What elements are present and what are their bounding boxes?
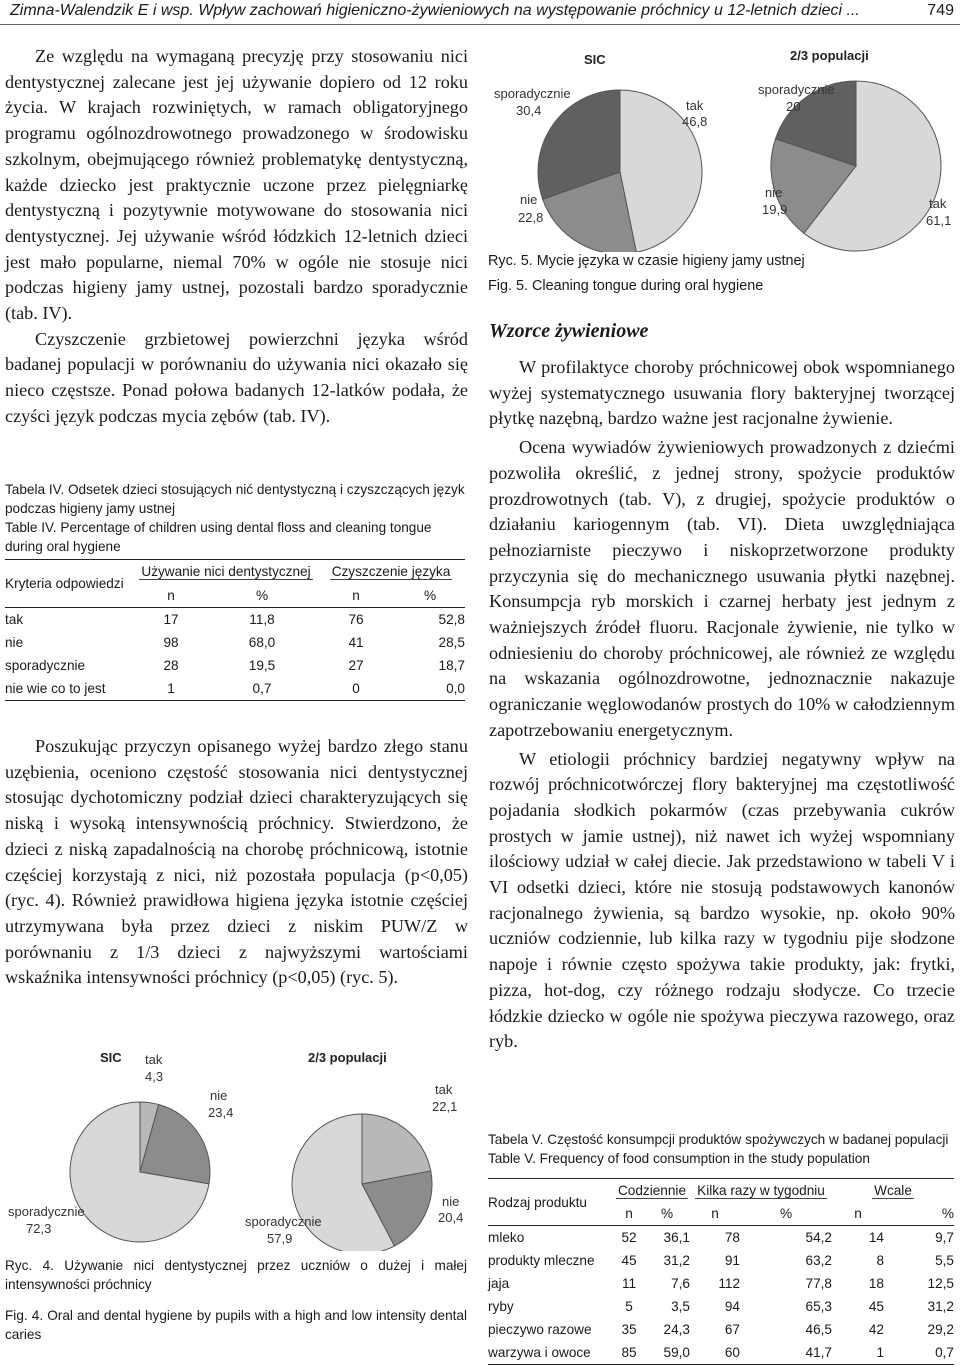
table5-cell-label: warzywa i owoce xyxy=(488,1345,591,1360)
right-paragraph-3: W etiologii próchnicy bardziej negatywny wpływ na rozwój próchnicotwórczej flory bakteryjnej ma częstotliwość pojadania słodkich pokarmów (czas przebywania cukrów prostych w jamie ustnej), niż nawet ich wyżej wspomniany ilościowy udział w całej diecie. Jak przedstawiono w tabeli V i VI odsetki dzieci, które nie stosują podstawowych kanonów racjonalnego żywienia, są bardzo wysokie, np. około 90% uczniów codziennie, lub kilka razy w tygodniu pije słodzone napoje i równie często spożywa takie produkty, jak: frytki, pizza, hot-dog, czy różnego rodzaju słodycze. Co trzecie łódzkie dziecko w ogóle nie spożywa pieczywa razowego, oraz ryb. xyxy=(489,748,955,1052)
table5-cell: 77,8 xyxy=(805,1276,832,1291)
fig5-pie2-spor-label: sporadycznie xyxy=(758,82,835,97)
table5-sub-p2: % xyxy=(779,1206,793,1221)
fig5-chart xyxy=(488,42,960,252)
fig4-pie1-tak-label: tak xyxy=(145,1052,163,1067)
fig5-pie1-nie-value: 22,8 xyxy=(518,210,544,225)
table4-cell: 19,5 xyxy=(248,658,276,673)
table5-cell: 45 xyxy=(621,1253,637,1268)
table5-cell: 31,2 xyxy=(927,1299,954,1314)
fig5-pie-23 xyxy=(758,48,951,251)
table5-sub-n1: n xyxy=(625,1206,633,1221)
table-row xyxy=(5,631,465,654)
fig5-pie1-tak-label: tak xyxy=(686,98,704,113)
left-paragraph-1: Ze względu na wymaganą precyzję przy stosowaniu nici dentystycznej zalecane jest jej używanie dopiero od 12 roku życia. W krajach rozwiniętych, w ramach obligatoryjnego programu ogólnozdrowotnego prowadzonego w środowisku szkolnym, obejmującego również problematykę dentystyczną, każde dziecko jest praktycznie uczone przez pielęgniarkę dentystyczną i pozytywnie motywowane do stosowania nici dentystycznej. Jej używanie wśród łódzkich 12-letnich dzieci jest mało popularne, niemal 70% w ogóle nie stosuje nici podczas higieny jamy ustnej, pozostali bardzo sporadycznie (tab. IV). xyxy=(5,46,468,324)
table4-cell: 76 xyxy=(348,612,364,627)
table5-grid xyxy=(488,1179,954,1364)
table5-cell: 63,2 xyxy=(805,1253,832,1268)
fig4-pie1-spor-label: sporadycznie xyxy=(8,1204,85,1219)
table4-caption xyxy=(5,480,465,556)
fig5-pie2-title: 2/3 populacji xyxy=(790,48,869,63)
running-title: Zimna-Walendzik E i wsp. Wpływ zachowań higieniczno-żywieniowych na występowanie próchnicy u 12-letnich dzieci ... xyxy=(10,2,860,19)
right-text xyxy=(489,355,955,1055)
table4-cell: 28 xyxy=(163,658,179,673)
fig5-pie1-spor-label: sporadycznie xyxy=(494,86,571,101)
fig4-chart xyxy=(0,1036,470,1251)
table5-cell-label: ryby xyxy=(488,1299,514,1314)
table4-cell: 1 xyxy=(167,681,175,696)
fig5-pie2-tak-label: tak xyxy=(929,196,947,211)
fig4-pie2-spor-label: sporadycznie xyxy=(245,1214,322,1229)
table5-cell: 59,0 xyxy=(663,1345,690,1360)
table4-cell: 0,0 xyxy=(446,681,465,696)
table5-row-header: Rodzaj produktu xyxy=(488,1194,587,1210)
table4-cell: 52,8 xyxy=(438,612,465,627)
header-rule xyxy=(0,24,960,25)
table5-cell: 41,7 xyxy=(805,1345,832,1360)
table5-cell: 94 xyxy=(724,1299,740,1314)
right-paragraph-1: W profilaktyce choroby próchnicowej obok wspomnianego wyżej systematycznego usuwania flory bakteryjnej tworzącej płytkę nazębną, bardzo ważne jest racjonalne żywienie. xyxy=(489,357,955,429)
table5-cell: 9,7 xyxy=(935,1230,954,1245)
table5-group1: Codziennie xyxy=(617,1182,686,1198)
table5-cell: 85 xyxy=(621,1345,637,1360)
fig5-pie-sic xyxy=(494,52,707,252)
section-title: Wzorce żywieniowe xyxy=(489,320,649,342)
fig4-pie1-title: SIC xyxy=(100,1050,122,1065)
table5-cell: 7,6 xyxy=(671,1276,690,1291)
fig5-pie2-spor-value: 20 xyxy=(786,99,801,114)
table5-cell-label: pieczywo razowe xyxy=(488,1322,592,1337)
table-row xyxy=(488,1341,954,1364)
fig5-caption-en: Fig. 5. Cleaning tongue during oral hygiene xyxy=(488,278,764,294)
fig5-pie1-tak-value: 46,8 xyxy=(682,114,708,129)
table5-sub-p1: % xyxy=(660,1206,674,1221)
table-row xyxy=(488,1295,954,1318)
fig5-pie2-tak-value: 61,1 xyxy=(926,213,952,228)
table4-sub-p1: % xyxy=(255,588,269,603)
table4-group2: Czyszczenie języka xyxy=(331,564,451,579)
table4-cell: 18,7 xyxy=(438,658,465,673)
table5-cell-label: produkty mleczne xyxy=(488,1253,595,1268)
table4-cell: 0 xyxy=(352,681,360,696)
table4-cell: 0,7 xyxy=(252,681,272,696)
table5-cell: 31,2 xyxy=(663,1253,690,1268)
table5-caption-pl: Tabela V. Częstość konsumpcji produktów spożywczych w badanej populacji xyxy=(488,1132,949,1147)
fig5-pie2-nie-value: 19,9 xyxy=(762,202,788,217)
fig4-pie-23 xyxy=(245,1050,463,1251)
table4-cell-label: tak xyxy=(5,612,24,627)
fig5-caption xyxy=(488,252,948,296)
table5-cell: 29,2 xyxy=(927,1322,954,1337)
table5-cell: 46,5 xyxy=(805,1322,832,1337)
table5-cell-label: mleko xyxy=(488,1230,525,1245)
table-row xyxy=(5,654,465,677)
table5-cell: 1 xyxy=(876,1345,884,1360)
table-row xyxy=(488,1226,954,1249)
table-row xyxy=(5,608,465,631)
table-row xyxy=(488,1318,954,1341)
table4-cell: 41 xyxy=(348,635,364,650)
table5-cell: 36,1 xyxy=(663,1230,690,1245)
table4-cell: 11,8 xyxy=(249,612,275,627)
table5-sub-n3: n xyxy=(854,1206,862,1221)
table4-cell: 27 xyxy=(348,658,364,673)
fig4-pie1-spor-value: 72,3 xyxy=(26,1221,52,1236)
table5-cell: 5,5 xyxy=(935,1253,954,1268)
table4-caption-en: Table IV. Percentage of children using dental floss and cleaning tongue during oral hygiene xyxy=(5,520,432,554)
table5-cell: 5 xyxy=(625,1299,633,1314)
table5-group2: Kilka razy w tygodniu xyxy=(697,1182,825,1198)
fig4-pie1-nie-value: 23,4 xyxy=(208,1105,234,1120)
table5-group3: Wcale xyxy=(874,1182,912,1198)
table5-cell: 67 xyxy=(724,1322,740,1337)
left-paragraph-2: Czyszczenie grzbietowej powierzchni języka wśród badanej populacji w porównaniu do używania nici okazało się nieco częstsze. Ponad połowa badanych 12-latków podała, że czyści język podczas mycia zębów (tab. IV). xyxy=(5,328,468,426)
table5-cell: 91 xyxy=(724,1253,740,1268)
table5-cell: 3,5 xyxy=(671,1299,690,1314)
fig5-caption-pl: Ryc. 5. Mycie języka w czasie higieny jamy ustnej xyxy=(488,253,805,269)
fig4-pie1-tak-value: 4,3 xyxy=(145,1069,164,1084)
fig4-pie2-nie-label: nie xyxy=(442,1194,460,1209)
table5-cell: 42 xyxy=(868,1322,884,1337)
fig4-pie-sic xyxy=(8,1050,233,1242)
table5-cell: 0,7 xyxy=(935,1345,954,1360)
left-paragraph-3: Poszukując przyczyn opisanego wyżej bardzo złego stanu uzębienia, oceniono częstość stosowania nici dentystycznej stosując dychotomiczny podział dzieci charakteryzujących się niską i wysoką intensywnością próchnicy. Stwierdzono, że dzieci z niską zapadalnością na chorobę próchnicową, istotnie częściej korzystają z nici, niż pozostała populacja (p<0,05) (ryc. 4). Również prawidłowa higiena języka istotnie częściej utrzymywana była przez dzieci z niskim PUW/Z w porównaniu z 1/3 dzieci z najwyższymi wartościami wskaźnika intensywności próchnicy (p<0,05) (ryc. 5). xyxy=(5,736,468,988)
table4-sub-n2: n xyxy=(352,588,360,603)
table-row xyxy=(488,1272,954,1295)
fig4-pie2-tak-label: tak xyxy=(435,1082,453,1097)
fig5-pie1-nie-label: nie xyxy=(520,192,538,207)
table5-cell: 35 xyxy=(621,1322,637,1337)
table5-cell: 18 xyxy=(868,1276,884,1291)
fig4-pie1-nie-label: nie xyxy=(210,1088,228,1103)
table4 xyxy=(5,559,465,701)
table4-cell: 68,0 xyxy=(248,635,276,650)
table5-cell-label: jaja xyxy=(488,1276,510,1291)
table4-sub-p2: % xyxy=(423,588,437,603)
table4-caption-pl: Tabela IV. Odsetek dzieci stosujących nić dentystyczną i czyszczących język podczas higieny jamy ustnej xyxy=(5,482,465,516)
table5-cell: 54,2 xyxy=(805,1230,832,1245)
table5-cell: 65,3 xyxy=(805,1299,832,1314)
table5-cell: 8 xyxy=(876,1253,884,1268)
running-header xyxy=(10,2,954,20)
table5-cell: 52 xyxy=(621,1230,637,1245)
table-row xyxy=(5,677,465,700)
table5-sub-p3: % xyxy=(941,1206,954,1221)
right-paragraph-2: Ocena wywiadów żywieniowych prowadzonych z dziećmi pozwoliła określić, z jednej strony, spożycie produktów prozdrowotnych (tab. V), z drugiej, spożycie produktów o działaniu kariogennym (tab. VI). Dieta uwzględniająca pełnoziarniste pieczywo i niskoprzetworzone produkty przyczynia się do mechanicznego usuwania płytki nazębnej. Konsumpcja ryb morskich i czarnej herbaty jest jednym z ważniejszych źródeł fluoru. Racjonale żywienie, nie tylko w odniesieniu do choroby próchnicowej, ale również ze względu na wskazania ogólnozdrowotne, jednoznacznie nakazuje ograniczanie węglowodanów prostych do 10% w całodziennym zapotrzebowaniu energetycznym. xyxy=(489,437,955,740)
table5-sub-n2: n xyxy=(711,1206,719,1221)
table5-cell: 14 xyxy=(868,1230,884,1245)
fig5-pie1-title: SIC xyxy=(584,52,606,67)
table5 xyxy=(488,1178,954,1365)
table5-cell: 24,3 xyxy=(663,1322,690,1337)
table5-cell: 12,5 xyxy=(927,1276,954,1291)
fig4-caption-pl: Ryc. 4. Używanie nici dentystycznej przez uczniów o dużej i małej intensywności próchnicy xyxy=(5,1258,467,1292)
page-number: 749 xyxy=(927,2,954,19)
fig5-pie1-spor-value: 30,4 xyxy=(516,103,542,118)
table4-row-header: Kryteria odpowiedzi xyxy=(5,576,124,591)
table-row xyxy=(488,1249,954,1272)
fig4-pie2-spor-value: 57,9 xyxy=(267,1231,293,1246)
table4-group1: Używanie nici dentystycznej xyxy=(141,564,311,579)
table5-cell: 11 xyxy=(621,1276,637,1291)
table4-grid xyxy=(5,560,465,700)
table4-cell-label: sporadycznie xyxy=(5,658,86,673)
table5-cell: 112 xyxy=(718,1276,740,1291)
table4-cell: 17 xyxy=(163,612,179,627)
table5-caption-en: Table V. Frequency of food consumption in the study population xyxy=(488,1151,870,1166)
table5-cell: 60 xyxy=(724,1345,740,1360)
fig4-caption-en: Fig. 4. Oral and dental hygiene by pupils with a high and low intensity dental caries xyxy=(5,1308,467,1342)
table5-cell: 78 xyxy=(724,1230,740,1245)
fig4-pie2-tak-value: 22,1 xyxy=(432,1099,458,1114)
fig4-pie2-title: 2/3 populacji xyxy=(308,1050,387,1065)
table4-cell-label: nie wie co to jest xyxy=(5,681,106,696)
fig4-pie2-nie-value: 20,4 xyxy=(438,1210,464,1225)
table5-caption xyxy=(488,1130,953,1168)
table4-cell-label: nie xyxy=(5,635,24,650)
left-text-top xyxy=(5,44,468,430)
table4-cell: 28,5 xyxy=(438,635,465,650)
table4-cell: 98 xyxy=(163,635,179,650)
left-text-bottom xyxy=(5,734,468,991)
fig5-pie2-nie-label: nie xyxy=(765,185,783,200)
table5-cell: 45 xyxy=(868,1299,884,1314)
fig4-caption xyxy=(5,1256,467,1344)
table4-sub-n1: n xyxy=(167,588,175,603)
